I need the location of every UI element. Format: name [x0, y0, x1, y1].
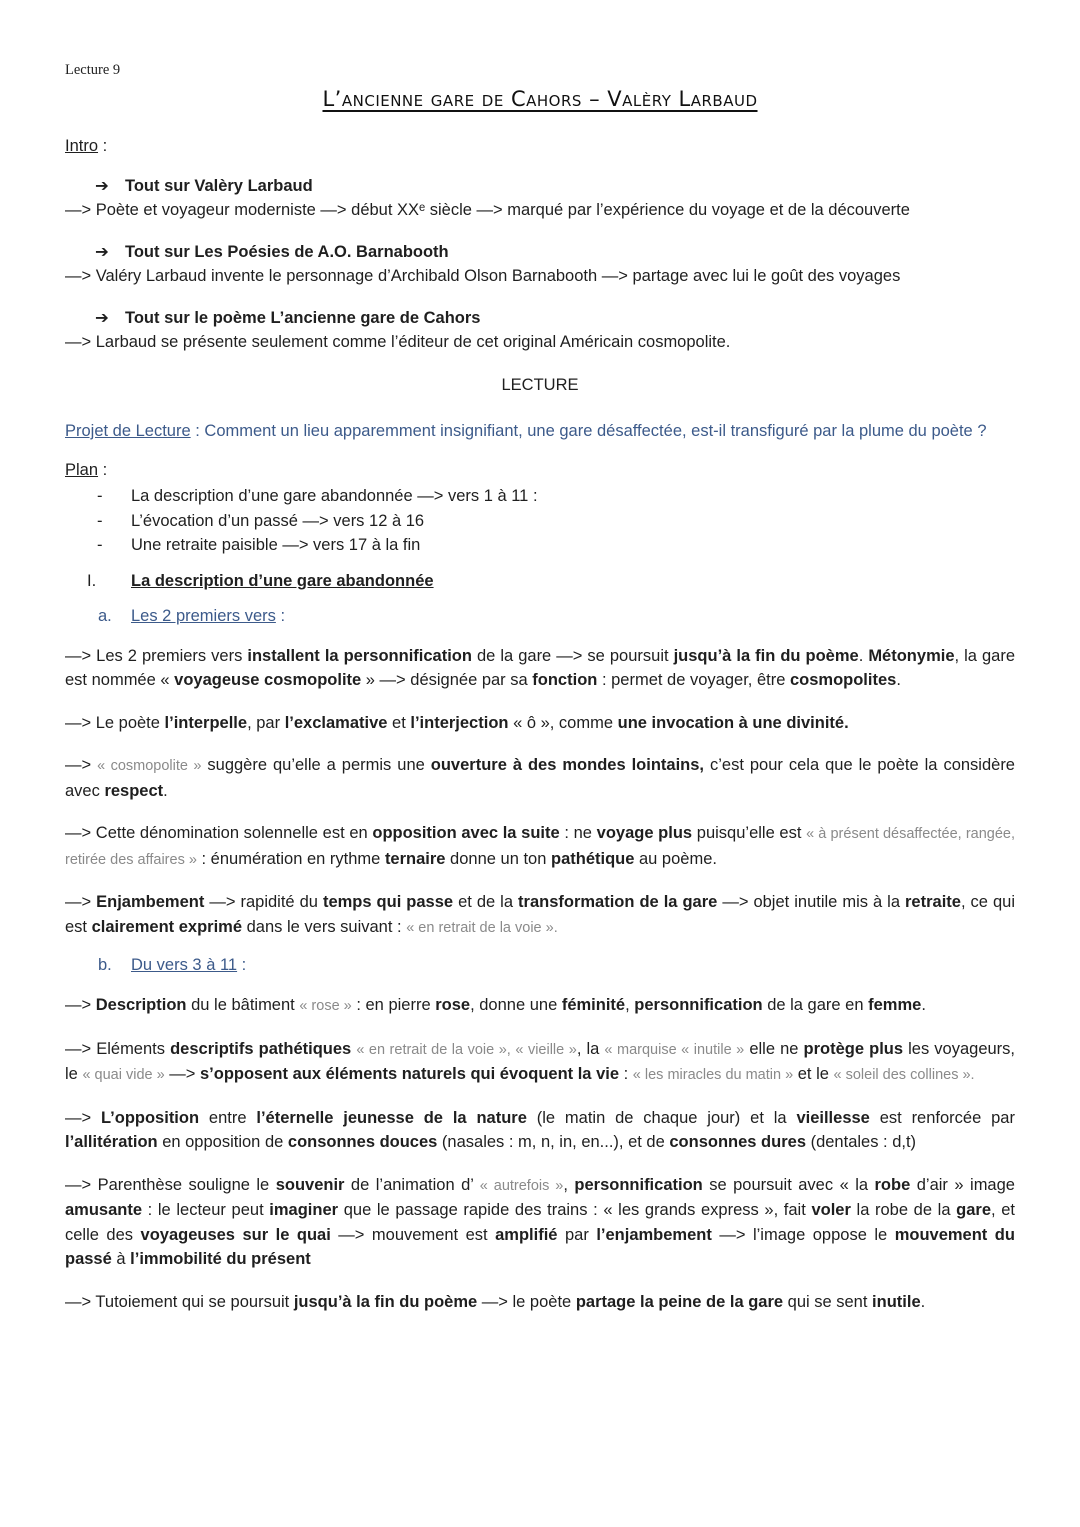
text-run: .: [163, 781, 168, 800]
list-item: [65, 509, 1015, 534]
text-run: ,: [625, 996, 635, 1014]
text-run: de la gare en: [762, 996, 869, 1014]
text-run: et de la: [453, 893, 519, 911]
bold-text: femme: [868, 996, 922, 1014]
text-run: —> l’image oppose le: [711, 1225, 895, 1244]
document-page: [65, 62, 1015, 1314]
intro-item-heading: [95, 308, 1015, 328]
subsection-b-body: [65, 993, 1015, 1314]
quote-text: « cosmopolite »: [97, 758, 202, 774]
bold-text: voyage plus: [596, 824, 693, 842]
text-run: —> Les 2 premiers vers: [65, 646, 248, 665]
intro-item-heading-text: Tout sur Les Poésies de A.O. Barnabooth: [125, 243, 449, 261]
projet-text: : Comment un lieu apparemment insignifiant, une gare désaffectée, est-il transfiguré par la plume du poète ?: [190, 422, 987, 440]
quote-text: « à présent désaffectée, rangée, retirée des affaires »: [65, 826, 1016, 868]
text-run: .: [896, 671, 901, 689]
text-run: : permet de voyager, être: [597, 671, 790, 689]
bold-text: retraite: [905, 893, 961, 911]
paragraph: [65, 1173, 1015, 1272]
text-run: (le matin de chaque jour) et la: [526, 1108, 797, 1127]
text-run: —> le poète: [477, 1292, 576, 1311]
intro-item-heading: [95, 242, 1015, 262]
bold-text: l’immobilité du présent: [130, 1250, 311, 1268]
text-run: —>: [65, 1108, 101, 1127]
text-run: —> mouvement est: [330, 1225, 496, 1244]
text-run: au poème.: [634, 849, 717, 868]
bold-text: partage la peine de la gare: [575, 1292, 784, 1311]
bold-text: temps qui passe: [322, 893, 454, 911]
text-run: , donne une: [470, 996, 562, 1014]
quote-text: « en retrait de la voie ».: [406, 919, 558, 936]
bold-text: l’éternelle jeunesse de la nature: [256, 1108, 527, 1127]
right-arrow-icon: ➔: [95, 177, 109, 195]
text-run: de l’animation d’: [344, 1175, 480, 1194]
right-arrow-icon: ➔: [95, 309, 109, 327]
text-run: elle ne: [744, 1039, 804, 1058]
subsection-heading-b: [65, 956, 1015, 975]
bold-text: transformation de la gare: [518, 893, 718, 911]
quote-text: « quai vide »: [82, 1067, 165, 1083]
bold-text: féminité: [561, 996, 626, 1014]
paragraph: [65, 711, 1015, 736]
intro-item-heading-text: Tout sur Valèry Larbaud: [125, 177, 313, 195]
paragraph: [65, 1106, 1015, 1155]
lecture-heading: LECTURE: [501, 376, 579, 394]
bold-text: voler: [811, 1201, 851, 1219]
bold-text: clairement exprimé: [91, 917, 243, 936]
text-run: en opposition de: [157, 1133, 288, 1151]
text-run: du le bâtiment: [186, 996, 300, 1014]
text-run: et: [387, 713, 411, 732]
text-run: que le passage rapide des trains : « les grands express », fait: [338, 1201, 812, 1219]
bold-text: Enjambement: [96, 893, 205, 911]
bold-text: installent la personnification: [247, 646, 472, 665]
intro-item-heading: [95, 176, 1015, 196]
text-run: de la gare —> se poursuit: [471, 646, 674, 665]
bold-text: inutile: [872, 1292, 921, 1311]
bold-text: consonnes douces: [287, 1133, 438, 1151]
bold-text: l’exclamative: [284, 713, 388, 732]
text-run: .: [858, 646, 869, 665]
bold-text: amusante: [65, 1201, 143, 1219]
text-run: la robe de la: [850, 1201, 957, 1219]
paragraph: [65, 644, 1015, 693]
bold-text: descriptifs pathétiques: [170, 1039, 352, 1058]
bold-text: ouverture à des mondes lointains,: [430, 756, 705, 774]
text-run: « ô », comme: [508, 713, 618, 732]
bold-text: consonnes dures: [669, 1133, 806, 1151]
bold-text: mouvement du passé: [65, 1225, 1015, 1268]
plan-heading: [65, 461, 1015, 480]
bold-text: rose: [435, 996, 471, 1014]
paragraph: [65, 890, 1015, 940]
subsection-number: b.: [98, 956, 112, 974]
intro-item-text: —> Larbaud se présente seulement comme l’éditeur de cet original Américain cosmopolite.: [65, 333, 731, 351]
bold-text: opposition avec la suite: [372, 824, 560, 842]
intro-label: Intro: [65, 137, 99, 155]
bold-text: gare: [956, 1201, 992, 1219]
bold-text: pathétique: [550, 849, 635, 868]
intro-item-heading-text: Tout sur le poème L’ancienne gare de Cahors: [125, 309, 481, 327]
intro-item: [65, 176, 1015, 222]
text-run: —> Tutoiement qui se poursuit: [65, 1292, 294, 1311]
subsection-title: Du vers 3 à 11: [131, 956, 238, 974]
bold-text: l’interjection: [410, 713, 509, 732]
bold-text: respect: [104, 781, 164, 800]
bold-text: protège plus: [803, 1039, 904, 1058]
intro-item: [65, 308, 1015, 354]
subsection-title: Les 2 premiers vers: [131, 606, 276, 625]
text-run: .: [920, 1292, 926, 1311]
bold-text: Métonymie: [868, 646, 955, 665]
text-run: : énumération en rythme: [196, 849, 385, 868]
bold-text: imaginer: [269, 1201, 339, 1219]
text-run: à: [111, 1250, 131, 1268]
bold-text: robe: [874, 1175, 911, 1194]
subsection-suffix: :: [275, 606, 286, 625]
text-run: , la: [576, 1039, 605, 1058]
bold-text: voyageuses sur le quai: [140, 1225, 331, 1244]
bold-text: Description: [95, 996, 187, 1014]
bold-text: personnification: [574, 1175, 703, 1194]
text-run: ,: [563, 1175, 575, 1194]
projet-de-lecture: [65, 419, 1015, 443]
text-run: .: [921, 996, 926, 1014]
list-item: [65, 533, 1015, 558]
text-run: —> objet inutile mis à la: [717, 893, 906, 911]
intro-suffix: :: [98, 137, 108, 155]
text-run: (nasales : m, n, in, en...), et de: [437, 1133, 670, 1151]
paragraph: [65, 821, 1015, 872]
text-run: qui se sent: [783, 1292, 873, 1311]
paragraph: [65, 993, 1015, 1019]
bold-text: personnification: [634, 996, 763, 1014]
bold-text: jusqu’à la fin du poème: [673, 646, 859, 665]
quote-text: « marquise « inutile »: [604, 1041, 745, 1058]
intro-item-text: —> Poète et voyageur moderniste —> début XXᵉ siècle —> marqué par l’expérience du voyage et de la découverte: [65, 201, 910, 219]
plan-list: [65, 484, 1015, 558]
text-run: est renforcée par: [869, 1108, 1015, 1127]
bold-text: l’allitération: [65, 1133, 158, 1151]
text-run: : ne: [559, 824, 597, 842]
text-run: » —> désignée par sa: [361, 671, 533, 689]
text-run: :: [619, 1065, 633, 1083]
text-run: —>: [65, 756, 98, 774]
intro-item: [65, 242, 1015, 288]
bold-text: l’interpelle: [164, 713, 248, 732]
text-run: d’air » image: [910, 1175, 1015, 1194]
text-run: puisqu’elle est: [692, 824, 807, 842]
plan-item-text: Une retraite paisible —> vers 17 à la fin: [131, 536, 421, 554]
text-run: —> Parenthèse souligne le: [65, 1175, 276, 1194]
bold-text: jusqu’à la fin du poème: [293, 1292, 478, 1311]
paragraph: [65, 1037, 1015, 1088]
plan-item-text: La description d’une gare abandonnée —> vers 1 à 11 :: [131, 487, 538, 505]
text-run: —> Cette dénomination solennelle est en: [65, 824, 373, 842]
bold-text: cosmopolites: [789, 671, 897, 689]
bold-text: amplifié: [495, 1225, 558, 1244]
dash-bullet: -: [97, 487, 103, 505]
intro-item-text: —> Valéry Larbaud invente le personnage d’Archibald Olson Barnabooth —> partage avec lui le goût des voyages: [65, 267, 901, 285]
bold-text: L’opposition: [100, 1108, 200, 1127]
section-title: La description d’une gare abandonnée: [131, 571, 434, 590]
text-run: et le: [793, 1065, 834, 1083]
text-run: , par: [247, 713, 285, 732]
page-label: Lecture 9: [65, 62, 121, 78]
bold-text: ternaire: [384, 849, 446, 868]
text-run: par: [557, 1225, 597, 1244]
plan-label: Plan: [65, 461, 99, 479]
text-run: se poursuit avec « la: [702, 1175, 875, 1194]
intro-heading: [65, 137, 1015, 156]
text-run: les voyageurs, le: [65, 1039, 1016, 1083]
text-run: —>: [164, 1065, 200, 1083]
subsection-suffix: :: [237, 956, 247, 974]
text-run: —> Le poète: [65, 713, 165, 732]
plan-item-text: L’évocation d’un passé —> vers 12 à 16: [131, 511, 425, 530]
bold-text: s’opposent aux éléments naturels qui évoquent la vie: [199, 1065, 620, 1083]
quote-text: « les miracles du matin »: [632, 1067, 794, 1083]
paragraph: [65, 1290, 1015, 1315]
document-title: L’ancienne gare de Cahors – Valèry Larbaud: [322, 87, 758, 111]
projet-label: Projet de Lecture: [65, 422, 191, 440]
text-run: c’est pour cela que le poète la considère avec: [65, 756, 1015, 800]
quote-text: « en retrait de la voie », « vieille »: [356, 1041, 577, 1058]
dash-bullet: -: [97, 536, 103, 554]
subsection-a-body: [65, 644, 1015, 941]
bold-text: fonction: [532, 671, 598, 689]
bold-text: vieillesse: [796, 1108, 870, 1127]
subsection-heading-a: [65, 607, 1015, 626]
bold-text: souvenir: [275, 1175, 345, 1194]
text-run: donne un ton: [445, 849, 551, 868]
bold-text: voyageuse cosmopolite: [174, 671, 362, 689]
bold-text: une invocation à une divinité.: [617, 713, 849, 732]
text-run: —> Eléments: [65, 1039, 171, 1058]
quote-text: « autrefois »: [479, 1177, 564, 1194]
dash-bullet: -: [97, 511, 103, 530]
subsection-number: a.: [98, 606, 112, 625]
quote-text: « rose »: [299, 998, 352, 1014]
text-run: (dentales : d,t): [806, 1133, 917, 1151]
text-run: suggère qu’elle a permis une: [201, 756, 431, 774]
list-item: [65, 484, 1015, 509]
text-run: entre: [199, 1108, 257, 1127]
bold-text: l’enjambement: [596, 1225, 712, 1244]
text-run: : en pierre: [351, 996, 436, 1014]
section-number: I.: [87, 571, 97, 590]
section-heading: [65, 572, 1015, 591]
text-run: —>: [65, 996, 96, 1014]
text-run: : le lecteur peut: [142, 1201, 270, 1219]
text-run: , la gare est nommée «: [65, 646, 1015, 689]
quote-text: « soleil des collines ».: [833, 1067, 975, 1083]
text-run: , ce qui est: [65, 893, 1015, 936]
right-arrow-icon: ➔: [95, 243, 109, 261]
text-run: —>: [65, 893, 97, 911]
text-run: , et celle des: [65, 1201, 1015, 1244]
plan-suffix: :: [98, 461, 108, 479]
text-run: —> rapidité du: [204, 893, 323, 911]
text-run: dans le vers suivant :: [242, 917, 407, 936]
paragraph: [65, 753, 1015, 803]
